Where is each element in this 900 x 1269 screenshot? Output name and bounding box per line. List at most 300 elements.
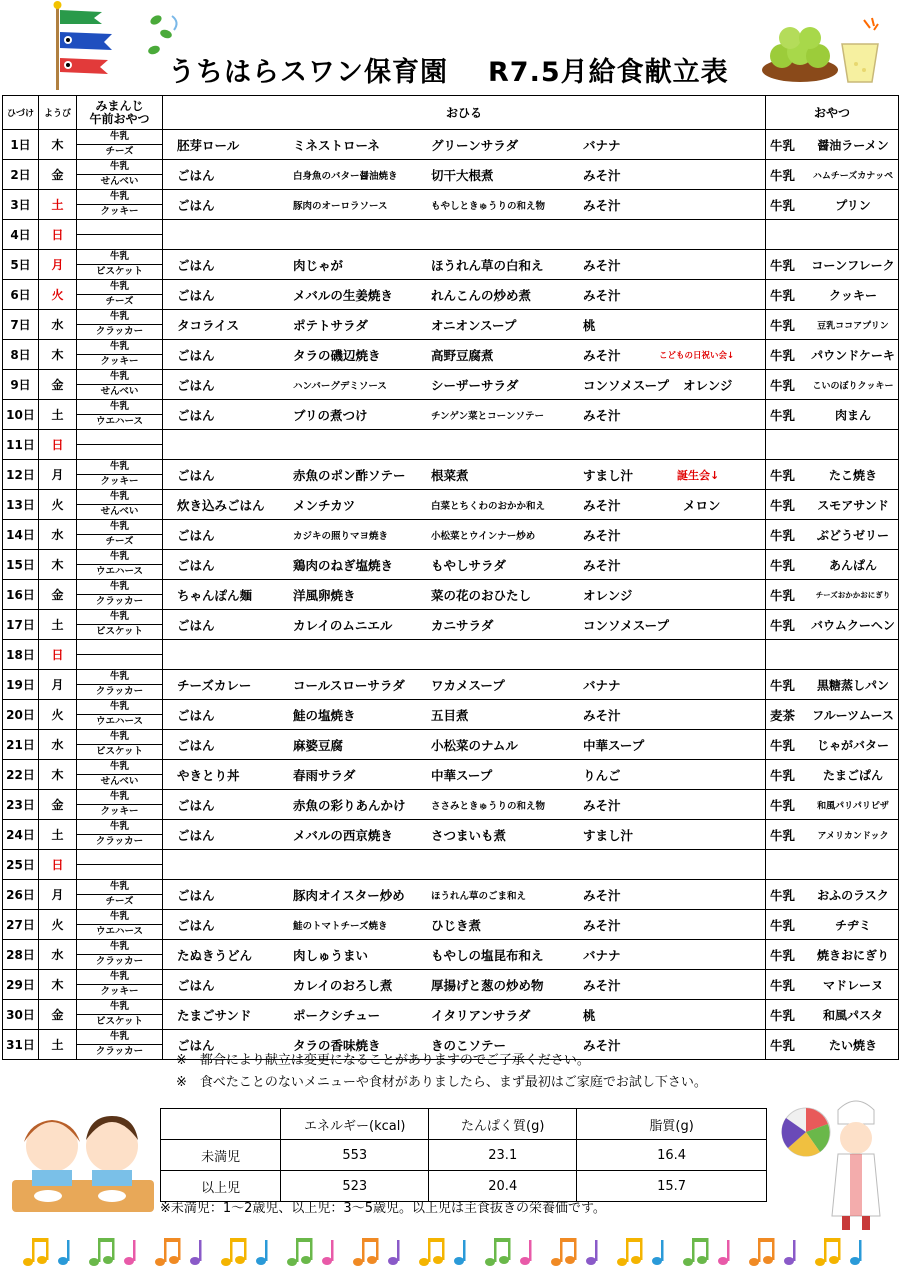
snack-item: クラッカー	[95, 326, 144, 337]
snack-item: クラッカー	[95, 836, 144, 847]
row-lunch	[163, 880, 766, 910]
oyatsu-item: マドレーヌ	[822, 978, 883, 992]
lunch-item-2: 鮭のトマトチーズ焼き	[293, 920, 388, 932]
row-day-of-week: 金	[39, 1000, 77, 1030]
row-oyatsu	[766, 280, 899, 310]
menu-row	[3, 820, 899, 850]
row-day-of-week: 水	[39, 730, 77, 760]
oyatsu-item: たこ焼き	[828, 468, 877, 482]
row-morning-snack	[77, 460, 163, 490]
row-oyatsu	[766, 310, 899, 340]
lunch-item-4: みそ汁	[583, 257, 621, 273]
row-oyatsu	[766, 430, 899, 460]
menu-table	[2, 95, 899, 1060]
row-day-of-week: 土	[39, 190, 77, 220]
row-date: 28日	[3, 940, 39, 970]
row-day-of-week: 土	[39, 400, 77, 430]
row-day-of-week: 金	[39, 790, 77, 820]
row-morning-snack	[77, 250, 163, 280]
lunch-item-1: ごはん	[177, 1037, 215, 1053]
lunch-item-2: タラの香味焼き	[293, 1037, 381, 1053]
lunch-item-3: カニサラダ	[431, 617, 494, 633]
row-date: 15日	[3, 550, 39, 580]
lunch-item-1: ちゃんぽん麺	[177, 587, 253, 603]
lunch-item-1: ごはん	[177, 557, 215, 573]
row-lunch	[163, 910, 766, 940]
row-lunch	[163, 430, 766, 460]
row-morning-snack	[77, 370, 163, 400]
oyatsu-item: たい焼き	[828, 1038, 877, 1052]
lunch-item-2: 鮭の塩焼き	[293, 707, 356, 723]
lunch-item-1: ごはん	[177, 707, 215, 723]
menu-body	[3, 130, 899, 1060]
row-date: 17日	[3, 610, 39, 640]
row-oyatsu	[766, 970, 899, 1000]
row-day-of-week: 木	[39, 970, 77, 1000]
row-lunch	[163, 700, 766, 730]
menu-row	[3, 880, 899, 910]
row-morning-snack	[77, 880, 163, 910]
header-snack-line2: 午前おやつ	[89, 111, 150, 126]
notes	[176, 1050, 707, 1094]
oyatsu-item: プリン	[835, 198, 871, 212]
snack-milk: 牛乳	[77, 310, 162, 325]
lunch-item-1: ごはん	[177, 797, 215, 813]
lunch-item-4: すまし汁	[583, 827, 634, 843]
oyatsu-drink: 牛乳	[770, 167, 796, 183]
lunch-item-2: 肉じゃが	[293, 257, 344, 273]
row-day-of-week: 月	[39, 250, 77, 280]
oyatsu-item: 豆乳ココアプリン	[817, 321, 889, 331]
row-morning-snack	[77, 820, 163, 850]
lunch-item-4: みそ汁	[583, 797, 621, 813]
row-lunch	[163, 130, 766, 160]
snack-milk: 牛乳	[77, 580, 162, 595]
lunch-item-1: ごはん	[177, 167, 215, 183]
snack-item: ビスケット	[95, 1016, 144, 1027]
oyatsu-drink: 牛乳	[770, 797, 796, 813]
row-morning-snack	[77, 700, 163, 730]
snack-milk: 牛乳	[77, 400, 162, 415]
row-day-of-week: 火	[39, 490, 77, 520]
lunch-item-3: 厚揚げと葱の炒め物	[431, 977, 544, 993]
lunch-item-2: メバルの生姜焼き	[293, 287, 393, 303]
row-lunch	[163, 460, 766, 490]
menu-row	[3, 910, 899, 940]
row-oyatsu	[766, 1030, 899, 1060]
menu-row	[3, 700, 899, 730]
lunch-item-4: 中華スープ	[583, 737, 645, 753]
row-oyatsu	[766, 550, 899, 580]
oyatsu-item: クッキー	[828, 288, 877, 302]
lunch-item-1: ごはん	[177, 377, 215, 393]
nutrition-cell: 16.4	[577, 1140, 767, 1171]
row-day-of-week: 火	[39, 280, 77, 310]
row-date: 30日	[3, 1000, 39, 1030]
lunch-item-4: バナナ	[583, 137, 621, 153]
lunch-item-1: チーズカレー	[177, 677, 252, 693]
oyatsu-drink: 牛乳	[770, 377, 796, 393]
row-lunch	[163, 490, 766, 520]
lunch-item-3: もやしときゅうりの和え物	[431, 200, 546, 212]
snack-milk: 牛乳	[77, 760, 162, 775]
lunch-item-1: ごはん	[177, 287, 215, 303]
oyatsu-drink: 牛乳	[770, 587, 796, 603]
oyatsu-drink: 牛乳	[770, 1007, 796, 1023]
menu-row	[3, 430, 899, 460]
row-morning-snack	[77, 730, 163, 760]
snack-milk: 牛乳	[77, 130, 162, 145]
oyatsu-drink: 牛乳	[770, 527, 796, 543]
oyatsu-drink: 牛乳	[770, 497, 796, 513]
snack-milk: 牛乳	[77, 700, 162, 715]
nutrition-row	[161, 1140, 767, 1171]
row-morning-snack	[77, 190, 163, 220]
oyatsu-drink: 牛乳	[770, 407, 796, 423]
menu-row	[3, 760, 899, 790]
header-snack-line1: みまんじ	[95, 98, 144, 113]
lunch-item-1: ごはん	[177, 467, 215, 483]
lunch-item-2: コールスローサラダ	[293, 677, 405, 693]
lunch-item-3: チンゲン菜とコーンソテー	[431, 410, 544, 422]
row-oyatsu	[766, 130, 899, 160]
lunch-item-4: みそ汁	[583, 197, 621, 213]
row-lunch	[163, 850, 766, 880]
snack-milk: 牛乳	[77, 490, 162, 505]
lunch-item-4: バナナ	[583, 947, 621, 963]
row-date: 13日	[3, 490, 39, 520]
lunch-item-4: みそ汁	[583, 707, 621, 723]
lunch-item-3: オニオンスープ	[431, 317, 517, 333]
row-lunch	[163, 670, 766, 700]
menu-row	[3, 130, 899, 160]
lunch-item-2: 赤魚のポン酢ソテー	[293, 467, 406, 483]
oyatsu-drink: 牛乳	[770, 317, 796, 333]
lunch-item-2: ハンバーグデミソース	[293, 380, 387, 392]
snack-milk: 牛乳	[77, 670, 162, 685]
lunch-item-3: 五目煮	[431, 707, 469, 723]
row-lunch	[163, 370, 766, 400]
oyatsu-drink: 牛乳	[770, 827, 796, 843]
lunch-item-4: みそ汁	[583, 287, 621, 303]
menu-row	[3, 160, 899, 190]
lunch-item-4: オレンジ	[583, 587, 633, 603]
lunch-item-4: りんご	[583, 767, 621, 783]
snack-milk: 牛乳	[77, 790, 162, 805]
lunch-item-1: ごはん	[177, 887, 215, 903]
row-oyatsu	[766, 220, 899, 250]
lunch-item-1: 胚芽ロール	[177, 137, 240, 153]
row-oyatsu	[766, 1000, 899, 1030]
row-oyatsu	[766, 790, 899, 820]
snack-item: クッキー	[100, 806, 139, 817]
row-date: 24日	[3, 820, 39, 850]
lunch-item-3: さつまいも煮	[431, 827, 507, 843]
row-morning-snack	[77, 340, 163, 370]
snack-milk: 牛乳	[77, 730, 162, 745]
row-day-of-week: 月	[39, 880, 77, 910]
menu-row	[3, 610, 899, 640]
snack-milk: 牛乳	[77, 520, 162, 535]
oyatsu-item: じゃがバター	[816, 738, 889, 752]
fruit-bowl-icon	[760, 18, 840, 84]
oyatsu-item: ハムチーズカナッペ	[812, 171, 894, 181]
oyatsu-item: コーンフレーク	[811, 258, 895, 272]
lunch-item-2: 白身魚のバター醤油焼き	[293, 170, 398, 182]
row-oyatsu	[766, 670, 899, 700]
row-lunch	[163, 640, 766, 670]
header-date: ひづけ	[3, 96, 39, 130]
lunch-item-1: ごはん	[177, 527, 215, 543]
lunch-item-3: 高野豆腐煮	[431, 347, 494, 363]
oyatsu-item: 醤油ラーメン	[817, 138, 889, 152]
menu-row	[3, 400, 899, 430]
lunch-item-1: ごはん	[177, 347, 215, 363]
row-day-of-week: 火	[39, 700, 77, 730]
lunch-item-1: ごはん	[177, 617, 215, 633]
snack-item: ビスケット	[95, 626, 144, 637]
snack-item: チーズ	[105, 536, 134, 547]
lunch-item-5: こどもの日祝い会↓	[659, 350, 735, 361]
row-lunch	[163, 310, 766, 340]
oyatsu-item: チーズおかかおにぎり	[815, 590, 891, 599]
row-lunch	[163, 400, 766, 430]
chef-icon	[776, 1092, 896, 1232]
row-date: 21日	[3, 730, 39, 760]
row-lunch	[163, 160, 766, 190]
lunch-item-3: きのこソテー	[431, 1037, 507, 1053]
lunch-item-3: もやしサラダ	[431, 557, 506, 573]
snack-milk: 牛乳	[77, 550, 162, 565]
lunch-item-1: ごはん	[177, 197, 215, 213]
snack-milk: 牛乳	[77, 280, 162, 295]
row-morning-snack	[77, 280, 163, 310]
menu-row	[3, 310, 899, 340]
lunch-item-1: ごはん	[177, 737, 215, 753]
nutrition-cell: 523	[281, 1171, 429, 1202]
oyatsu-item: 和風パリパリピザ	[817, 801, 889, 811]
menu-row	[3, 640, 899, 670]
oyatsu-drink: 牛乳	[770, 887, 796, 903]
row-lunch	[163, 580, 766, 610]
snack-milk: 牛乳	[77, 340, 162, 355]
row-oyatsu	[766, 730, 899, 760]
lunch-item-4: みそ汁	[583, 347, 621, 363]
row-date: 3日	[3, 190, 39, 220]
row-lunch	[163, 250, 766, 280]
row-morning-snack	[77, 940, 163, 970]
snack-milk: 牛乳	[77, 190, 162, 205]
header	[0, 0, 900, 95]
menu-row	[3, 790, 899, 820]
row-day-of-week: 日	[39, 640, 77, 670]
row-morning-snack	[77, 220, 163, 250]
snack-item: クッキー	[100, 356, 139, 367]
row-day-of-week: 水	[39, 310, 77, 340]
nutrition-header-row	[161, 1109, 767, 1140]
menu-row	[3, 340, 899, 370]
row-date: 12日	[3, 460, 39, 490]
header-oyatsu: おやつ	[766, 96, 899, 130]
lunch-item-2: 肉しゅうまい	[293, 947, 369, 963]
snack-milk: 牛乳	[77, 610, 162, 625]
row-day-of-week: 金	[39, 160, 77, 190]
oyatsu-drink: 牛乳	[770, 197, 796, 213]
row-day-of-week: 火	[39, 910, 77, 940]
lunch-item-4: みそ汁	[583, 167, 621, 183]
lunch-item-4: すまし汁	[583, 467, 634, 483]
lunch-item-4: 桃	[583, 317, 596, 333]
row-morning-snack	[77, 970, 163, 1000]
snack-item: チーズ	[105, 146, 134, 157]
koinobori-icon	[42, 0, 120, 92]
snack-item: チーズ	[105, 296, 134, 307]
row-morning-snack	[77, 1030, 163, 1060]
lunch-item-1: やきとり丼	[177, 767, 240, 783]
row-oyatsu	[766, 370, 899, 400]
oyatsu-drink: 牛乳	[770, 257, 796, 273]
menu-row	[3, 190, 899, 220]
juice-glass-icon	[836, 16, 892, 86]
row-morning-snack	[77, 760, 163, 790]
row-oyatsu	[766, 340, 899, 370]
row-morning-snack	[77, 550, 163, 580]
nutrition-header-cell: たんぱく質(g)	[429, 1109, 577, 1140]
header-morning-snack	[77, 96, 163, 130]
row-day-of-week: 土	[39, 1030, 77, 1060]
lunch-item-2: 豚肉のオーロラソース	[293, 200, 388, 212]
row-day-of-week: 水	[39, 940, 77, 970]
oyatsu-drink: 牛乳	[770, 917, 796, 933]
oyatsu-item: チヂミ	[834, 918, 871, 932]
note-1: ※ 都合により献立は変更になることがありますのでご了承ください。	[176, 1053, 590, 1068]
lunch-item-3: 白菜とちくわのおかか和え	[431, 500, 546, 512]
lunch-item-3: ワカメスープ	[431, 677, 505, 693]
lunch-item-1: たまごサンド	[177, 1007, 252, 1023]
nutrition-header-cell: エネルギー(kcal)	[281, 1109, 429, 1140]
oyatsu-drink: 牛乳	[770, 947, 796, 963]
snack-item: ビスケット	[95, 746, 144, 757]
menu-row	[3, 970, 899, 1000]
lunch-item-4: みそ汁	[583, 527, 621, 543]
page-title	[168, 50, 729, 89]
row-morning-snack	[77, 520, 163, 550]
row-day-of-week: 金	[39, 370, 77, 400]
menu-row	[3, 550, 899, 580]
lunch-item-3: 切干大根煮	[431, 167, 494, 183]
lunch-item-4: みそ汁	[583, 557, 621, 573]
snack-milk: 牛乳	[77, 160, 162, 175]
row-date: 2日	[3, 160, 39, 190]
oyatsu-item: フルーツムース	[812, 708, 894, 722]
row-day-of-week: 月	[39, 460, 77, 490]
row-date: 10日	[3, 400, 39, 430]
row-morning-snack	[77, 490, 163, 520]
oyatsu-drink: 牛乳	[770, 557, 796, 573]
lunch-item-2: メバルの西京焼き	[293, 827, 393, 843]
lunch-item-3: 根菜煮	[431, 467, 469, 483]
row-day-of-week: 日	[39, 430, 77, 460]
lunch-item-2: ミネストローネ	[293, 137, 380, 153]
row-date: 5日	[3, 250, 39, 280]
snack-item: せんべい	[100, 176, 139, 187]
lunch-item-2: カレイのムニエル	[293, 617, 393, 633]
oyatsu-item: 肉まん	[834, 408, 871, 422]
row-lunch	[163, 760, 766, 790]
oyatsu-item: アメリカンドック	[817, 831, 889, 841]
row-oyatsu	[766, 700, 899, 730]
row-lunch	[163, 340, 766, 370]
children-eating-icon	[8, 1098, 158, 1216]
nutrition-cell: 以上児	[161, 1171, 281, 1202]
menu-header-row	[3, 96, 899, 130]
oyatsu-drink: 牛乳	[770, 767, 796, 783]
lunch-item-4: みそ汁	[583, 887, 621, 903]
row-day-of-week: 土	[39, 610, 77, 640]
snack-item: せんべい	[100, 776, 139, 787]
row-oyatsu	[766, 880, 899, 910]
row-day-of-week: 金	[39, 580, 77, 610]
menu-row	[3, 490, 899, 520]
snack-milk: 牛乳	[77, 250, 162, 265]
lunch-item-4: みそ汁	[583, 977, 621, 993]
row-morning-snack	[77, 430, 163, 460]
menu-row	[3, 670, 899, 700]
row-date: 25日	[3, 850, 39, 880]
row-day-of-week: 日	[39, 850, 77, 880]
oyatsu-item: 黒糖蒸しパン	[816, 678, 889, 692]
lunch-item-5: 誕生会↓	[677, 468, 720, 482]
snack-item: ビスケット	[95, 266, 144, 277]
oyatsu-drink: 牛乳	[770, 617, 796, 633]
oyatsu-item: 焼きおにぎり	[816, 948, 889, 962]
oyatsu-drink: 牛乳	[770, 1037, 796, 1053]
snack-item: せんべい	[100, 506, 139, 517]
lunch-item-1: ごはん	[177, 977, 215, 993]
row-date: 22日	[3, 760, 39, 790]
row-date: 9日	[3, 370, 39, 400]
row-date: 23日	[3, 790, 39, 820]
lunch-item-4: コンソメスープ	[583, 377, 670, 393]
row-lunch	[163, 280, 766, 310]
row-oyatsu	[766, 820, 899, 850]
row-lunch	[163, 820, 766, 850]
snack-milk: 牛乳	[77, 370, 162, 385]
lunch-item-3: もやしの塩昆布和え	[431, 947, 544, 963]
nursery-name: うちはらスワン保育園	[168, 57, 448, 88]
snack-milk: 牛乳	[77, 880, 162, 895]
row-morning-snack	[77, 790, 163, 820]
oyatsu-drink: 牛乳	[770, 737, 796, 753]
row-date: 8日	[3, 340, 39, 370]
row-oyatsu	[766, 940, 899, 970]
menu-row	[3, 220, 899, 250]
snack-item: ウエハース	[95, 416, 144, 427]
row-date: 14日	[3, 520, 39, 550]
lunch-item-1: ごはん	[177, 917, 215, 933]
snack-item: クラッカー	[95, 1046, 144, 1057]
row-lunch	[163, 550, 766, 580]
row-day-of-week: 木	[39, 550, 77, 580]
snack-item: ウエハース	[95, 926, 144, 937]
lunch-item-3: ほうれん草のごま和え	[431, 890, 527, 902]
row-day-of-week: 水	[39, 520, 77, 550]
lunch-item-4: 桃	[583, 1007, 596, 1023]
nutrition-header-cell	[161, 1109, 281, 1140]
lunch-item-2: 赤魚の彩りあんかけ	[293, 797, 406, 813]
row-oyatsu	[766, 610, 899, 640]
row-day-of-week: 土	[39, 820, 77, 850]
